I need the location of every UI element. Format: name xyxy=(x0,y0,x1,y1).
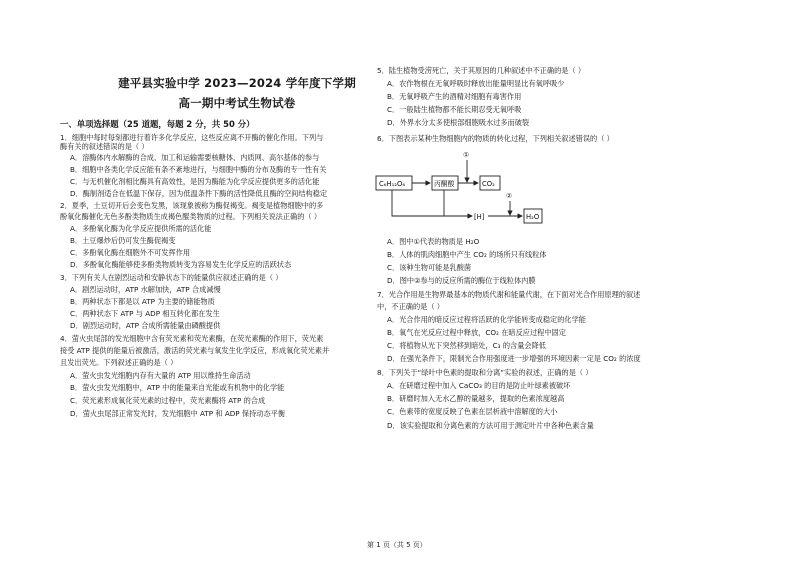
q4-option-a: A．萤火虫发光细胞内存有大量的 ATP 用以维持生命活动 xyxy=(70,371,251,380)
section-heading: 一、单项选择题（25 道题，每题 2 分，共 50 分） xyxy=(60,119,255,129)
marker-2: ② xyxy=(506,192,513,200)
q1-option-d: D．酶制剂适合在低温下保存，因为低温条件下酶的活性降低且酶的空间结构稳定 xyxy=(70,189,328,198)
q7-option-d: D．在强光条件下，限制光合作用强度进一步增强的环境因素一定是 CO₂ 的浓度 xyxy=(387,354,641,363)
q3-option-c: C．两种状态下 ATP 与 ADP 相互转化都在发生 xyxy=(70,309,220,318)
q3-option-a: A．剧烈运动时，ATP 水解加快，ATP 合成减慢 xyxy=(70,285,221,294)
question-3-stem: 3．下列有关人在剧烈运动和安静状态下的能量供应叙述正确的是（ ） xyxy=(60,273,283,282)
question-7-stem-cont: 中，不正确的是（ ） xyxy=(377,302,444,311)
pyruvate-label: 丙酮酸 xyxy=(434,180,455,188)
q7-option-b: B．氧气在光反应过程中释放，CO₂ 在暗反应过程中固定 xyxy=(387,328,566,337)
page-footer: 第 1 页（共 5 页） xyxy=(367,541,427,549)
question-2-stem: 2．夏季，土豆切开后会变色发黑，该现象被称为酶促褐变。褐变是植物细胞中的多 xyxy=(60,201,324,210)
question-4-stem-end: 且发出荧光。下列叙述正确的是（ ） xyxy=(60,358,178,367)
q8-option-c: C．色素带的宽度反映了色素在层析液中溶解度的大小 xyxy=(387,407,558,416)
q5-option-d: D．外界水分太多使根部细胞吸水过多而破裂 xyxy=(387,118,530,127)
q1-option-a: A．溶酶体内水解酶的合成、加工和运输需要核糖体、内质网、高尔基体的参与 xyxy=(70,153,320,162)
q4-option-b: B．萤火虫发光细胞中，ATP 中的能量来自光能或有机物中的化学能 xyxy=(70,383,285,392)
question-7-stem: 7．光合作用是生物界最基本的物质代谢和能量代谢，在下面对光合作用原理的叙述 xyxy=(377,290,641,299)
q8-option-a: A．在研磨过程中加入 CaCO₃ 的目的是防止叶绿素被破坏 xyxy=(387,381,571,390)
glucose-label: C₆H₁₂O₆ xyxy=(379,180,406,188)
q3-option-d: D．剧烈运动时，ATP 合成所需能量由磷酸提供 xyxy=(70,321,221,330)
marker-1: ① xyxy=(463,151,470,159)
line-glucose-hydrogen xyxy=(392,190,472,216)
exam-title-school: 建平县实验中学 2023—2024 学年度下学期 xyxy=(118,76,356,90)
water-label: H₂O xyxy=(526,213,540,221)
q5-option-a: A．农作物根在无氧呼吸时释放出能量明显比有氧呼吸少 xyxy=(387,79,565,88)
q4-option-d: D．萤火虫尾部正常发光时，发光细胞中 ATP 和 ADP 保持动态平衡 xyxy=(70,409,286,418)
question-4-stem-cont: 接受 ATP 提供的能量后被激活，激活的荧光素与氧发生化学反应，形成氧化荧光素并 xyxy=(60,346,330,355)
q5-option-b: B．无氧呼吸产生的酒精对细胞有毒害作用 xyxy=(387,92,522,101)
question-4-stem: 4．萤火虫尾部的发光细胞中含有荧光素和荧光素酶，在荧光素酶的作用下，荧光素 xyxy=(60,334,324,343)
q2-option-c: C．多酚氧化酶在细胞外不可发挥作用 xyxy=(70,248,191,257)
q8-option-d: D．该实验提取和分离色素的方法可用于测定叶片中各种色素含量 xyxy=(387,421,594,430)
q3-option-b: B．两种状态下都是以 ATP 为主要的储能物质 xyxy=(70,297,215,306)
q7-option-a: A．光合作用的暗反应过程将活跃的化学能转变成稳定的化学能 xyxy=(387,315,586,324)
q1-option-c: C．与无机催化剂相比酶具有高效性，是因为酶能为化学反应提供更多的活化能 xyxy=(70,177,320,186)
question-1-stem-cont: 酶有关的叙述错误的是（ ） xyxy=(60,142,149,151)
q1-option-b: B．细胞中各类化学反应能有条不紊地进行，与细胞中酶的分布及酶的专一性有关 xyxy=(70,165,327,174)
q6-option-a: A．图中①代表的物质是 H₂O xyxy=(387,237,480,246)
q7-option-c: C．将植物从光下突然移到暗处，C₃ 的含量会降低 xyxy=(387,341,546,350)
q6-option-c: C．该种生物可能是乳酸菌 xyxy=(387,263,472,272)
hydrogen-label: [H] xyxy=(474,213,485,221)
question-5-stem: 5．陆生植物受涝死亡，关于其原因的几种叙述中不正确的是（ ） xyxy=(377,66,586,75)
q2-option-a: A．多酚氧化酶为化学反应提供所需的活化能 xyxy=(70,224,212,233)
q8-option-b: B．研磨时加入无水乙醇的量越多，提取的色素浓度越高 xyxy=(387,394,565,403)
question-2-stem-cont: 酚氧化酶催化无色多酚类物质生成褐色醌类物质的过程。下列相关说法正确的（ ） xyxy=(60,212,322,221)
question-6-stem: 6．下图表示某种生物细胞内的物质的转化过程，下列相关叙述错误的（ ） xyxy=(377,134,614,143)
metabolism-diagram xyxy=(372,146,582,230)
q6-option-b: B．人体的肌肉细胞中产生 CO₂ 的场所只有线粒体 xyxy=(387,250,547,259)
exam-title-subject: 高一期中考试生物试卷 xyxy=(178,96,296,110)
q6-option-d: D．图中②参与的反应所需的酶位于线粒体内膜 xyxy=(387,276,536,285)
q2-option-b: B．土豆爆炒后仍可发生酶促褐变 xyxy=(70,236,176,245)
q4-option-c: C．荧光素形成氧化荧光素的过程中，荧光素酶将 ATP 的合成 xyxy=(70,396,266,405)
q2-option-d: D．多酚氧化酶能够使多酚类物质转变为容易发生化学反应的活跃状态 xyxy=(70,260,292,269)
question-8-stem: 8．下列关于“绿叶中色素的提取和分离”实验的叙述，正确的是（ ） xyxy=(377,368,593,377)
question-1-stem: 1．细胞中每时每刻都进行着许多化学反应，这些反应离不开酶的催化作用。下列与 xyxy=(60,133,324,142)
co2-label: CO₂ xyxy=(482,180,495,188)
q5-option-c: C．一般陆生植物都不能长期忍受无氧呼吸 xyxy=(387,105,522,114)
